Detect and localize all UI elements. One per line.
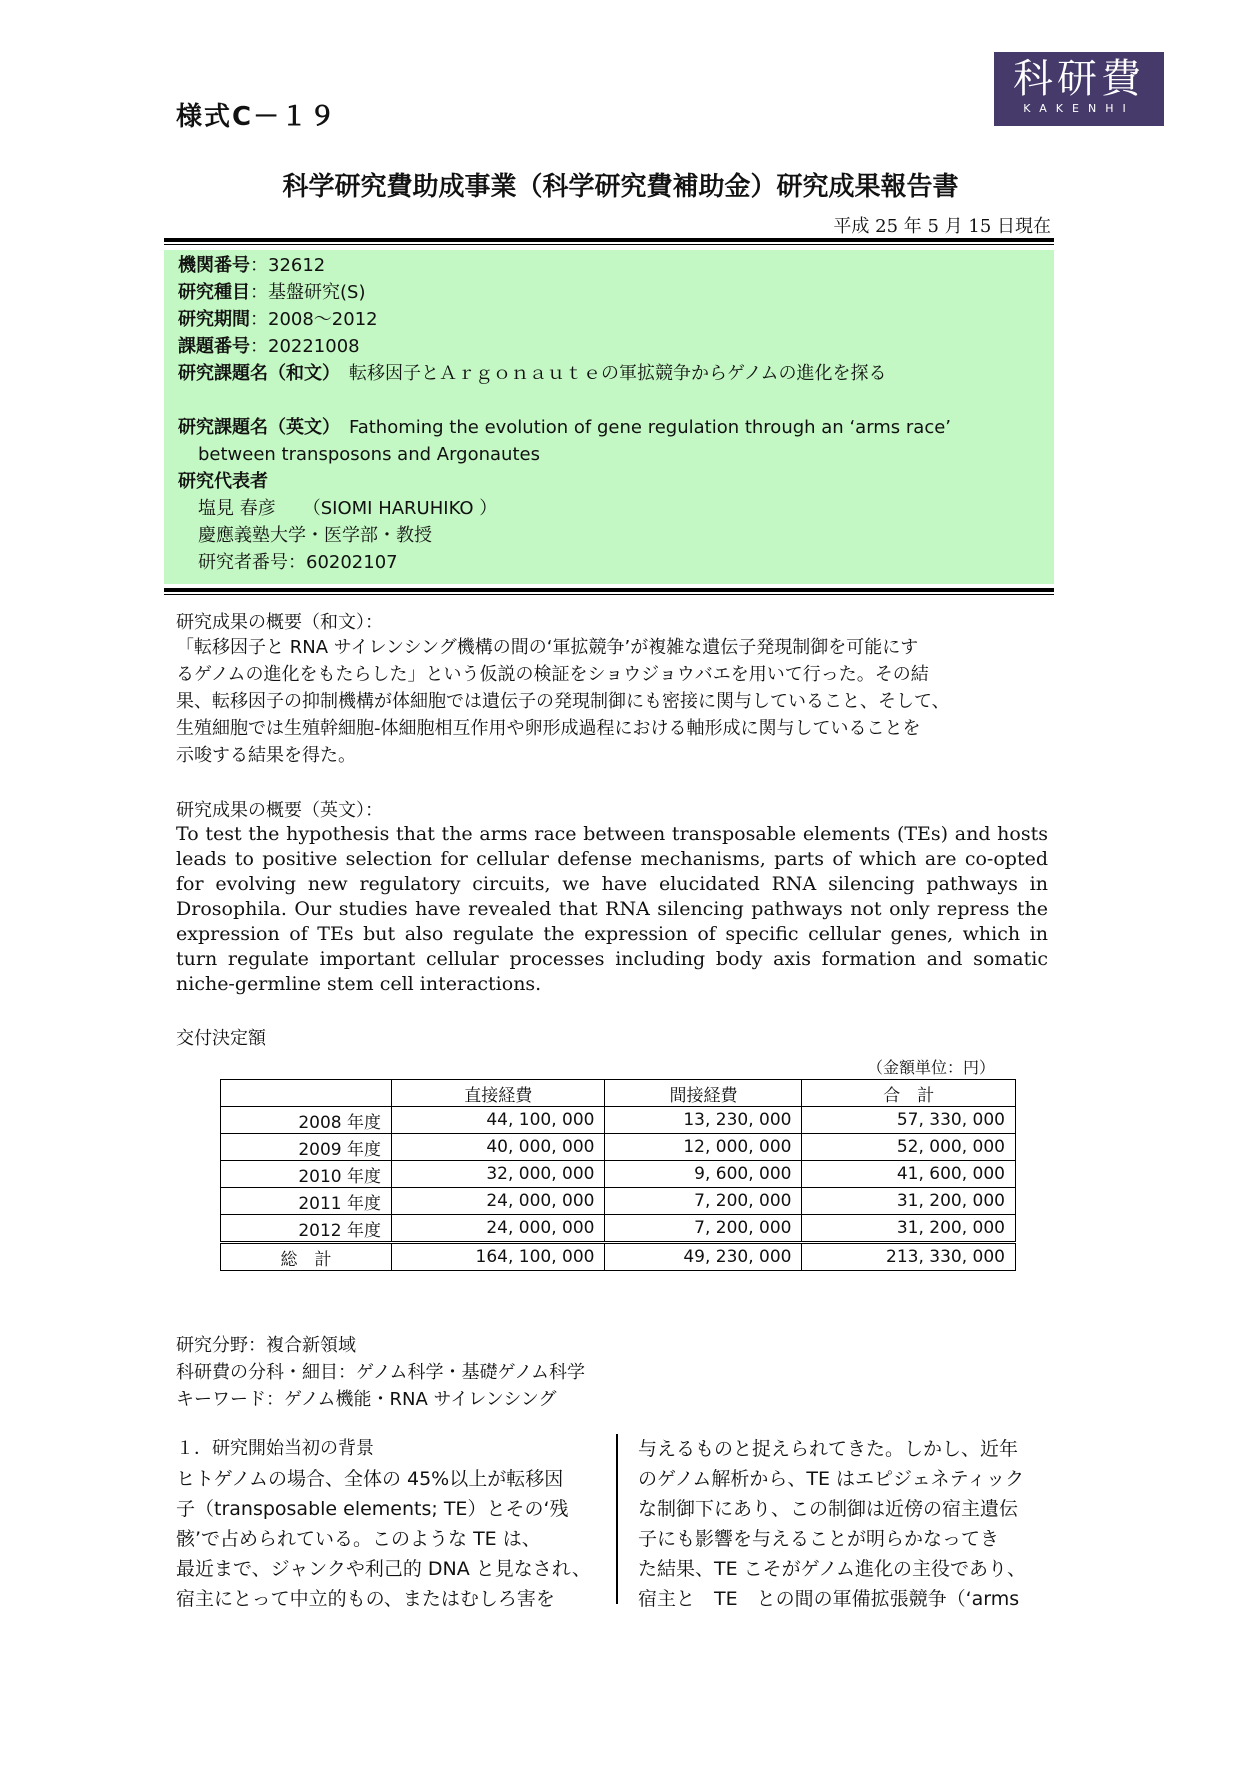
kakenhi-logo: [994, 52, 1164, 126]
total-cost-cell: 41, 600, 000: [802, 1161, 1016, 1188]
divider-bottom: [164, 588, 1054, 592]
info-pi-no: 研究者番号：60202107: [198, 552, 398, 573]
research-field: 研究分野：複合新領域: [176, 1335, 356, 1356]
table-total-row: [221, 1243, 1016, 1271]
direct-cost-cell: 24, 000, 000: [392, 1188, 605, 1215]
background-line: 子（transposable elements; TE）とその‘残: [176, 1498, 569, 1520]
background-line: 与えるものと捉えられてきた。しかし、近年: [638, 1438, 1019, 1460]
research-keywords: キーワード：ゲノム機能・RNA サイレンシング: [176, 1389, 557, 1410]
background-line: な制御下にあり、この制御は近傍の宿主遺伝: [638, 1498, 1019, 1520]
column-header: 間接経費: [605, 1080, 802, 1107]
year-cell: 2009 年度: [221, 1134, 392, 1161]
value: 転移因子とＡｒｇｏｎａｕｔｅの軍拡競争からゲノムの進化を探る: [349, 363, 887, 384]
indirect-cost-total: 49, 230, 000: [605, 1243, 802, 1271]
label: 研究期間: [178, 309, 250, 330]
summary-jp-heading: 研究成果の概要（和文）：: [176, 612, 383, 633]
indirect-cost-cell: 7, 200, 000: [605, 1188, 802, 1215]
divider-top-thin: [164, 244, 1054, 245]
info-project-no: 課題番号：20221008: [178, 336, 360, 357]
value: 60202107: [306, 552, 398, 573]
direct-cost-cell: 24, 000, 000: [392, 1215, 605, 1243]
table-row: [221, 1188, 1016, 1215]
label: 機関番号: [178, 255, 250, 276]
summary-en-text: To test the hypothesis that the arms race between transposable elements (TEs) and hosts leads to positive selection for cellular defense mechanisms, parts of which are co-opted for evolving new regulatory circuits, we have elucidated RNA silencing pathways in Drosophila. Our studies have revealed that RNA silencing pathways not only repress the expression of TEs but also regulate the expression of specific cellular genes, which in turn regulate important cellular processes including body axis formation and somatic niche-germline stem cell interactions.: [176, 823, 1048, 995]
divider-top: [164, 238, 1054, 242]
budget-unit: （金額単位：円）: [866, 1058, 995, 1077]
value: 基盤研究(S): [268, 282, 366, 303]
direct-cost-cell: 44, 100, 000: [392, 1107, 605, 1134]
background-right-column: [638, 1434, 1058, 1614]
label: 課題番号: [178, 336, 250, 357]
summary-jp-line: 示唆する結果を得た。: [176, 745, 356, 766]
form-id: 様式C－１９: [176, 102, 338, 132]
summary-en-heading: 研究成果の概要（英文）：: [176, 800, 383, 821]
indirect-cost-cell: 7, 200, 000: [605, 1215, 802, 1243]
table-row: [221, 1134, 1016, 1161]
page-title: 科学研究費助成事業（科学研究費補助金）研究成果報告書: [282, 172, 959, 202]
table-row: [221, 1107, 1016, 1134]
info-pi-name: [198, 497, 497, 521]
divider-bottom-thin: [164, 594, 1054, 595]
research-subject: 科研費の分科・細目：ゲノム科学・基礎ゲノム科学: [176, 1362, 585, 1383]
info-title-en-cont: between transposons and Argonautes: [198, 444, 540, 465]
indirect-cost-cell: 9, 600, 000: [605, 1161, 802, 1188]
direct-cost-cell: 32, 000, 000: [392, 1161, 605, 1188]
info-pi-label: 研究代表者: [178, 471, 268, 492]
logo-en: KAKENHI: [1023, 102, 1135, 115]
year-cell: 2012 年度: [221, 1215, 392, 1243]
info-title-jp: [178, 362, 886, 386]
label: 研究種目: [178, 282, 250, 303]
background-line: のゲノム解析から、TE はエピジェネティック: [638, 1468, 1025, 1490]
value: 20221008: [268, 336, 360, 357]
info-title-en: [178, 416, 951, 440]
indirect-cost-cell: 13, 230, 000: [605, 1107, 802, 1134]
value: 2008～2012: [268, 309, 378, 330]
table-row: [221, 1161, 1016, 1188]
report-date: 平成 25 年 5 月 15 日現在: [833, 216, 1051, 237]
indirect-cost-cell: 12, 000, 000: [605, 1134, 802, 1161]
table-row: [221, 1215, 1016, 1243]
logo-kanji: 科研費: [1013, 56, 1145, 102]
budget-heading: 交付決定額: [176, 1028, 266, 1049]
budget-table: [220, 1079, 1016, 1271]
total-cost-cell: 31, 200, 000: [802, 1188, 1016, 1215]
total-cost-cell: 57, 330, 000: [802, 1107, 1016, 1134]
info-category: 研究種目：基盤研究(S): [178, 282, 366, 303]
pi-name-en: （SIOMI HARUHIKO ）: [311, 498, 498, 519]
grand-total: 213, 330, 000: [802, 1243, 1016, 1271]
background-line: 宿主にとって中立的もの、またはむしろ害を: [176, 1588, 555, 1610]
column-header: [221, 1080, 392, 1107]
year-cell: 2011 年度: [221, 1188, 392, 1215]
value: 32612: [268, 255, 326, 276]
summary-jp-line: 果、転移因子の抑制機構が体細胞では遺伝子の発現制御にも密接に関与していること、そして、: [176, 691, 950, 712]
info-period: 研究期間：2008～2012: [178, 309, 378, 330]
background-heading: １．研究開始当初の背景: [176, 1438, 374, 1459]
label: 研究者番号: [198, 552, 288, 573]
year-cell: 2008 年度: [221, 1107, 392, 1134]
pi-name: 塩見 春彦: [198, 498, 276, 519]
total-cost-cell: 52, 000, 000: [802, 1134, 1016, 1161]
background-line: た結果、TE こそがゲノム進化の主役であり、: [638, 1558, 1026, 1580]
background-line: ヒトゲノムの場合、全体の 45%以上が転移因: [176, 1468, 564, 1490]
column-header: 直接経費: [392, 1080, 605, 1107]
direct-cost-total: 164, 100, 000: [392, 1243, 605, 1271]
background-left-column: [176, 1434, 596, 1614]
table-header-row: [221, 1080, 1016, 1107]
total-label-cell: 総 計: [221, 1243, 392, 1271]
background-line: 最近まで、ジャンクや利己的 DNA と見なされ、: [176, 1558, 591, 1580]
background-line: 宿主と TE との間の軍備拡張競争（‘arms: [638, 1588, 1020, 1610]
info-org-no: 機関番号：32612: [178, 255, 326, 276]
background-line: 骸’で占められている。このような TE は、: [176, 1528, 541, 1550]
direct-cost-cell: 40, 000, 000: [392, 1134, 605, 1161]
label: 研究課題名（和文）: [178, 363, 331, 384]
column-header: 合 計: [802, 1080, 1016, 1107]
info-pi-affiliation: 慶應義塾大学・医学部・教授: [198, 525, 432, 546]
year-cell: 2010 年度: [221, 1161, 392, 1188]
background-line: 子にも影響を与えることが明らかなってき: [638, 1528, 1000, 1550]
total-cost-cell: 31, 200, 000: [802, 1215, 1016, 1243]
column-divider: [616, 1434, 618, 1604]
summary-jp-line: 生殖細胞では生殖幹細胞-体細胞相互作用や卵形成過程における軸形成に関与していることを: [176, 718, 921, 739]
summary-jp-line: 「転移因子と RNA サイレンシング機構の間の‘軍拡競争’が複雑な遺伝子発現制御を可能にす: [176, 637, 919, 658]
summary-jp-line: るゲノムの進化をもたらした」という仮説の検証をショウジョウバエを用いて行った。その結: [176, 664, 929, 685]
label: 研究課題名（英文）: [178, 417, 331, 438]
value: Fathoming the evolution of gene regulation through an ‘arms race’: [349, 417, 952, 438]
summary-jp-text: [176, 634, 1048, 769]
